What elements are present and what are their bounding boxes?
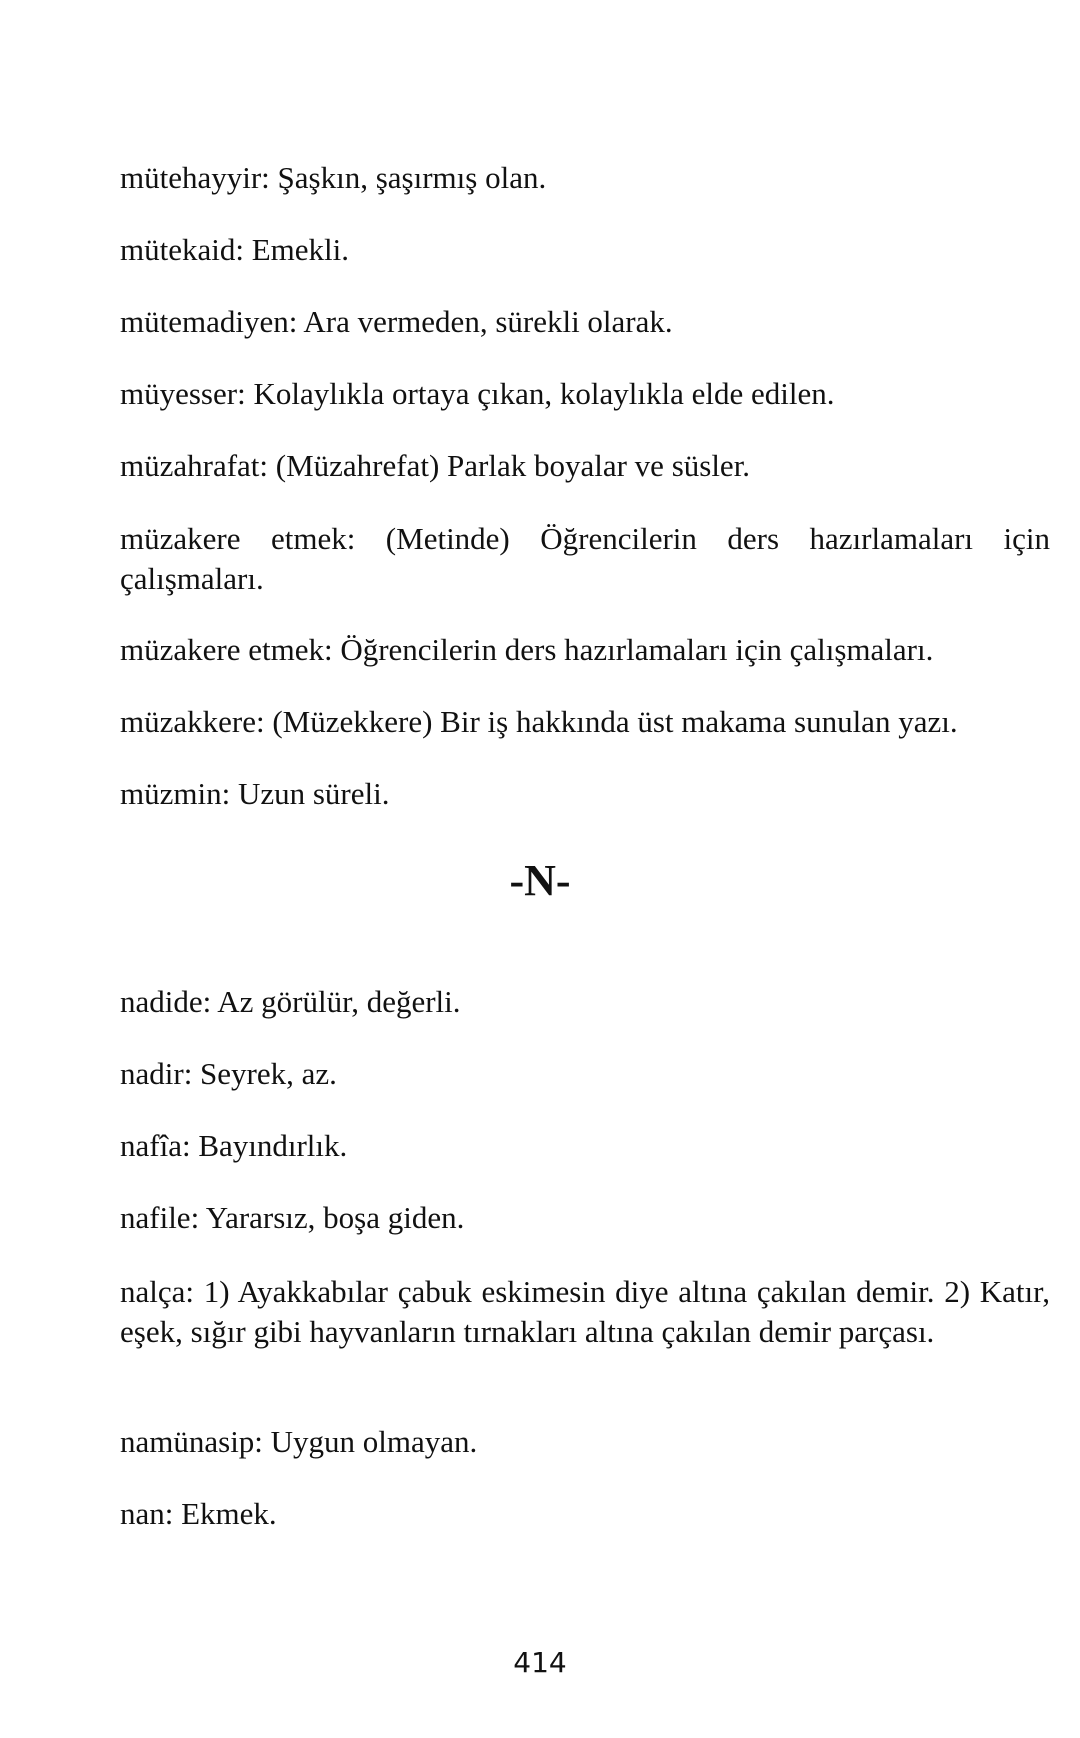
glossary-entry: namünasip: Uygun olmayan.: [120, 1424, 478, 1459]
glossary-entry: müzmin: Uzun süreli.: [120, 776, 390, 811]
glossary-entry: mütehayyir: Şaşkın, şaşırmış olan.: [120, 160, 547, 195]
glossary-entry: müzahrafat: (Müzahrefat) Parlak boyalar ve süsler.: [120, 448, 751, 483]
glossary-entry: nafile: Yararsız, boşa giden.: [120, 1200, 465, 1235]
glossary-entry: mütemadiyen: Ara vermeden, sürekli olarak.: [120, 304, 673, 339]
page-number: 414: [513, 1646, 567, 1679]
glossary-entry: müzakere etmek: (Metinde) Öğrencilerin ders hazırlamaları için çalışmaları.: [120, 521, 1050, 596]
glossary-entry: mütekaid: Emekli.: [120, 232, 350, 267]
glossary-entry: nan: Ekmek.: [120, 1496, 277, 1531]
glossary-entry: müyesser: Kolaylıkla ortaya çıkan, kolaylıkla elde edilen.: [120, 376, 835, 411]
glossary-entry: müzakere etmek: Öğrencilerin ders hazırlamaları için çalışmaları.: [120, 632, 934, 667]
glossary-entry: nalça: 1) Ayakkabılar çabuk eskimesin diye altına çakılan demir. 2) Katır, eşek, sığır gibi hayvanların tırnakları altına çakılan demir parçası.: [120, 1274, 1050, 1349]
glossary-entry: nadir: Seyrek, az.: [120, 1056, 337, 1091]
glossary-entry: müzakkere: (Müzekkere) Bir iş hakkında üst makama sunulan yazı.: [120, 704, 958, 739]
glossary-entry: nafîa: Bayındırlık.: [120, 1128, 348, 1163]
section-heading: -N-: [509, 856, 571, 905]
glossary-entry: nadide: Az görülür, değerli.: [120, 984, 461, 1019]
